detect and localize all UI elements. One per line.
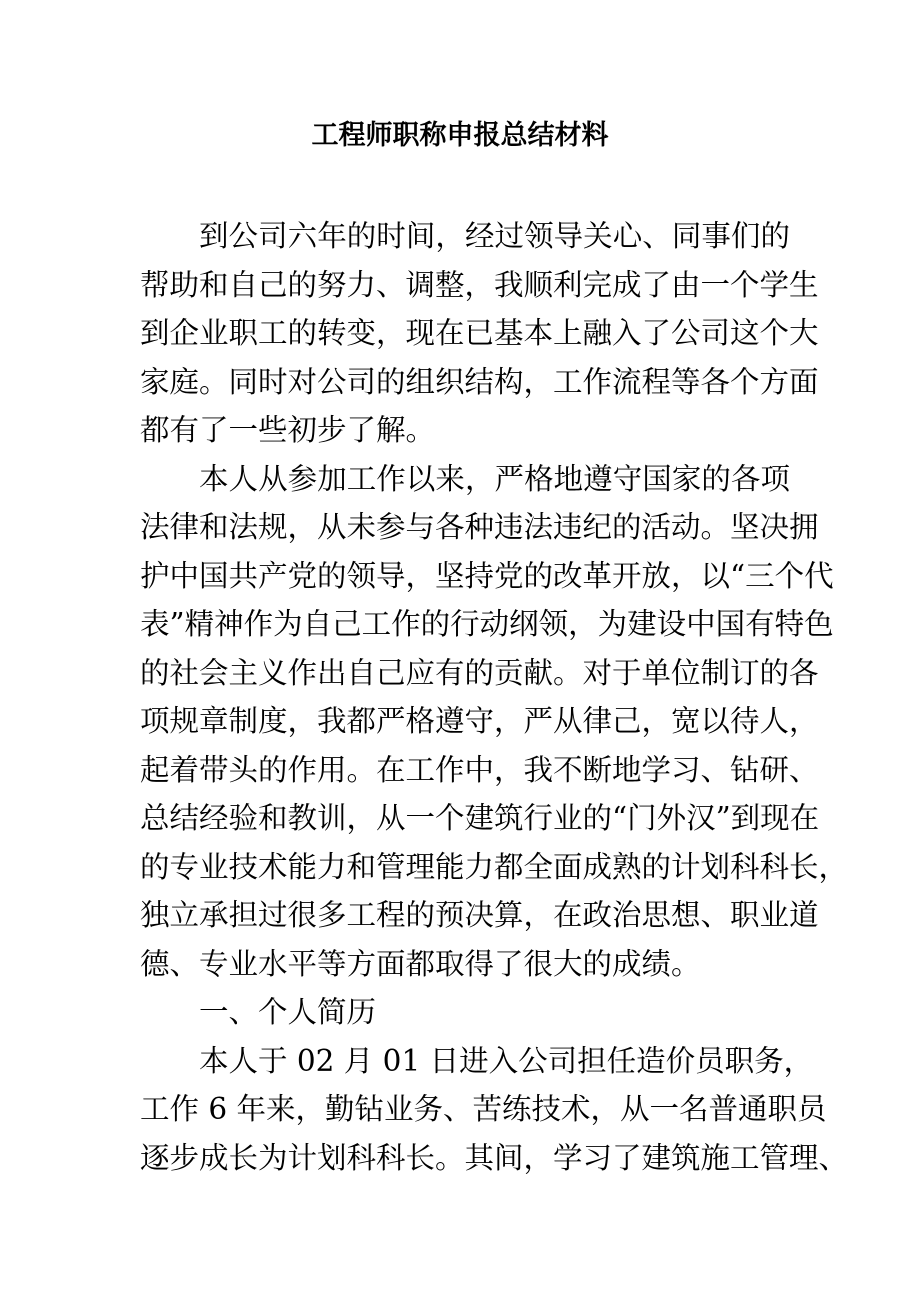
- text-line: 总结经验和教训，从一个建筑行业的“门外汉”到现在: [140, 801, 820, 835]
- text-line: 到企业职工的转变，现在已基本上融入了公司这个大: [140, 316, 819, 350]
- text-line: 的社会主义作出自己应有的贡献。对于单位制订的各: [140, 655, 819, 690]
- text-line: 起着带头的作用。在工作中，我不断地学习、钻研、: [140, 752, 819, 787]
- document-body: [140, 212, 849, 1182]
- paragraph-intro: [140, 212, 819, 455]
- text-line: 帮助和自己的努力、调整，我顺利完成了由一个学生: [140, 267, 819, 302]
- text-line: 的专业技术能力和管理能力都全面成熟的计划科科长，: [140, 849, 849, 884]
- text-line: 护中国共产党的领导，坚持党的改革开放，以“三个代: [140, 558, 834, 593]
- text-line: 本人于 02 月 01 日进入公司担任造价员职务，: [199, 1043, 814, 1078]
- text-line: 工作 6 年来，勤钻业务、苦练技术，从一名普通职员: [140, 1092, 827, 1126]
- text-line: 项规章制度，我都严格遵守，严从律己，宽以待人，: [140, 704, 819, 738]
- section-heading: 一、个人简历: [199, 995, 377, 1029]
- text-line: 法律和法规，从未参与各种违法违纪的活动。坚决拥: [140, 510, 819, 544]
- paragraph-conduct: [140, 455, 849, 989]
- document-title: 工程师职称申报总结材料: [311, 120, 609, 151]
- text-line: 到公司六年的时间，经过领导关心、同事们的: [199, 219, 790, 253]
- text-line: 逐步成长为计划科科长。其间，学习了建筑施工管理、: [140, 1140, 849, 1175]
- text-line: 表”精神作为自己工作的行动纲领，为建设中国有特色: [140, 607, 834, 641]
- paragraph-resume: [140, 1037, 849, 1183]
- text-line: 本人从参加工作以来，严格地遵守国家的各项: [199, 461, 790, 496]
- text-line: 德、专业水平等方面都取得了很大的成绩。: [140, 946, 701, 981]
- text-line: 都有了一些初步了解。: [140, 413, 436, 447]
- text-line: 家庭。同时对公司的组织结构，工作流程等各个方面: [140, 364, 819, 399]
- text-line: 独立承担过很多工程的预决算，在政治思想、职业道: [140, 898, 819, 932]
